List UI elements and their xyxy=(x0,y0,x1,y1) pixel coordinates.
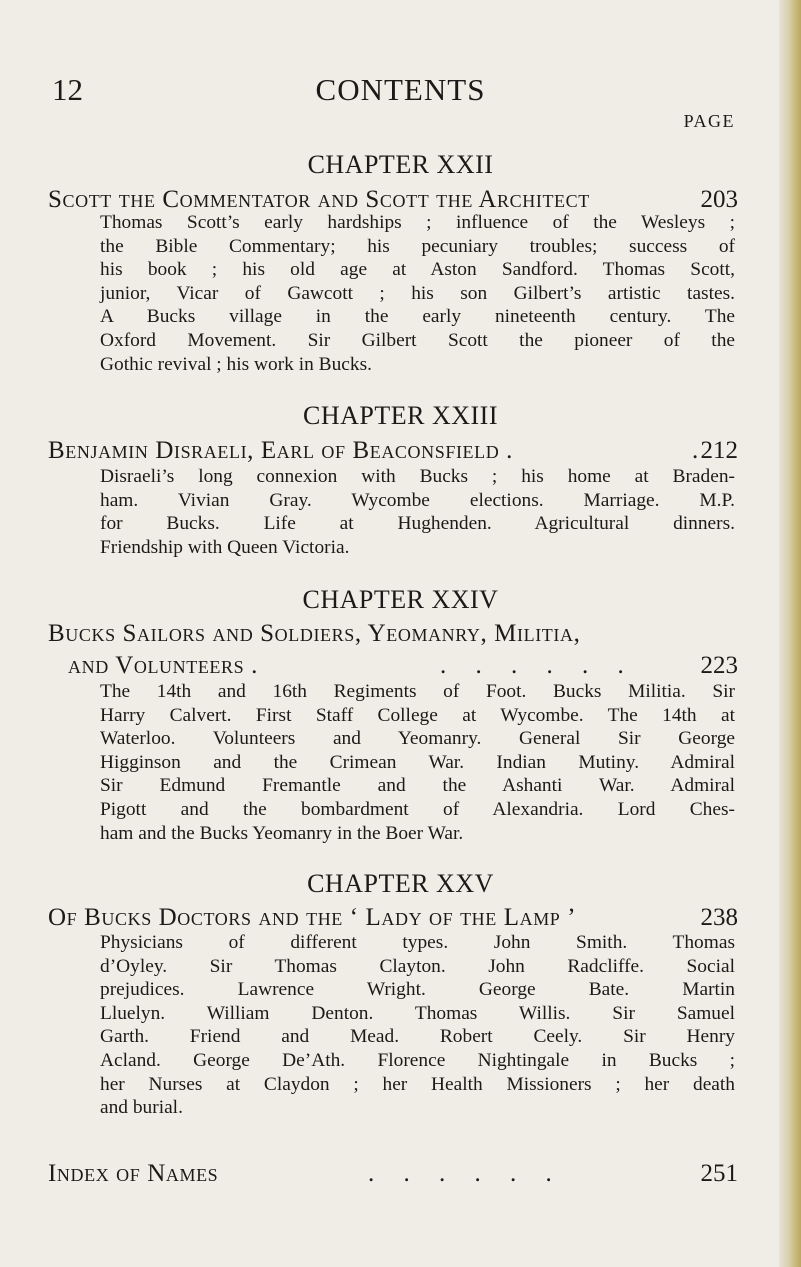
chapter-page-number: 223 xyxy=(700,652,738,679)
summary-line: and burial. xyxy=(100,1097,183,1119)
chapter-title: Bucks Sailors and Soldiers, Yeomanry, Militia, xyxy=(48,620,581,647)
summary-line: ham. Vivian Gray. Wycombe elections. Marriage. M.P. xyxy=(100,489,735,511)
chapter-page-number: 212 xyxy=(700,437,738,464)
chapter-title: Of Bucks Doctors and the ‘ Lady of the Lamp ’ xyxy=(48,904,577,931)
summary-line: Garth. Friend and Mead. Robert Ceely. Sir Henry xyxy=(100,1026,735,1048)
index-title: Index of Names xyxy=(48,1160,219,1187)
summary-line: Disraeli’s long connexion with Bucks ; his home at Braden- xyxy=(100,466,735,487)
chapter-heading: CHAPTER XXV xyxy=(307,869,494,898)
chapter-heading: CHAPTER XXIII xyxy=(303,401,498,430)
summary-line: Friendship with Queen Victoria. xyxy=(100,536,350,558)
summary-line: Sir Edmund Fremantle and the Ashanti War. Admiral xyxy=(100,775,735,797)
chapter-page-number: 238 xyxy=(700,904,738,931)
chapter-title xyxy=(48,436,513,466)
summary-line: ham and the Bucks Yeomanry in the Boer War. xyxy=(100,822,464,844)
chapter-summary xyxy=(100,211,735,376)
summary-line: for Bucks. Life at Hughenden. Agricultural dinners. xyxy=(100,513,735,535)
chapter-summary xyxy=(100,465,735,559)
dot-leader: . . . . . . xyxy=(368,1160,552,1187)
summary-line: her Nurses at Claydon ; her Health Missioners ; her death xyxy=(100,1073,735,1095)
summary-line: Acland. George De’Ath. Florence Nightingale in Bucks ; xyxy=(100,1049,735,1071)
summary-line: the Bible Commentary; his pecuniary troubles; success of xyxy=(100,235,735,257)
chapter-title-continued: and Volunteers . xyxy=(68,652,258,679)
summary-line: Waterloo. Volunteers and Yeomanry. General Sir George xyxy=(100,728,735,750)
running-title: CONTENTS xyxy=(315,72,486,107)
summary-line: Pigott and the bombardment of Alexandria. Lord Ches- xyxy=(100,798,735,820)
summary-line: Harry Calvert. First Staff College at Wycombe. The 14th at xyxy=(100,704,735,726)
summary-line: A Bucks village in the early nineteenth century. The xyxy=(100,306,735,328)
dot-leader: . . . . . . xyxy=(440,652,624,679)
summary-line: Physicians of different types. John Smith. Thomas xyxy=(100,932,735,953)
summary-line: Higginson and the Crimean War. Indian Mutiny. Admiral xyxy=(100,751,735,773)
chapter-page-number: 203 xyxy=(700,186,738,213)
page-column-label: PAGE xyxy=(683,111,735,131)
chapter-title: Scott the Commentator and Scott the Architect xyxy=(48,186,590,213)
summary-line: his book ; his old age at Aston Sandford. Thomas Scott, xyxy=(100,259,735,281)
dot-leader: . xyxy=(692,437,699,464)
summary-line: d’Oyley. Sir Thomas Clayton. John Radcliffe. Social xyxy=(100,955,735,977)
summary-line: Gothic revival ; his work in Bucks. xyxy=(100,353,372,375)
chapter-title-text: Benjamin Disraeli, Earl of Beaconsfield . xyxy=(48,437,514,464)
summary-line: Thomas Scott’s early hardships ; influence of the Wesleys ; xyxy=(100,212,735,233)
summary-line: junior, Vicar of Gawcott ; his son Gilbert’s artistic tastes. xyxy=(100,282,735,304)
chapter-heading: CHAPTER XXII xyxy=(307,150,494,179)
summary-line: Lluelyn. William Denton. Thomas Willis. Sir Samuel xyxy=(100,1002,735,1024)
chapter-summary xyxy=(100,680,735,845)
summary-line: The 14th and 16th Regiments of Foot. Bucks Militia. Sir xyxy=(100,681,735,702)
index-page-number: 251 xyxy=(700,1160,738,1187)
running-header xyxy=(0,72,801,112)
summary-line: prejudices. Lawrence Wright. George Bate. Martin xyxy=(100,979,735,1001)
page-edge xyxy=(779,0,801,1267)
chapter-heading: CHAPTER XXIV xyxy=(302,585,499,614)
page-number: 12 xyxy=(52,72,83,107)
chapter-summary xyxy=(100,931,735,1120)
summary-line: Oxford Movement. Sir Gilbert Scott the pioneer of the xyxy=(100,329,735,351)
